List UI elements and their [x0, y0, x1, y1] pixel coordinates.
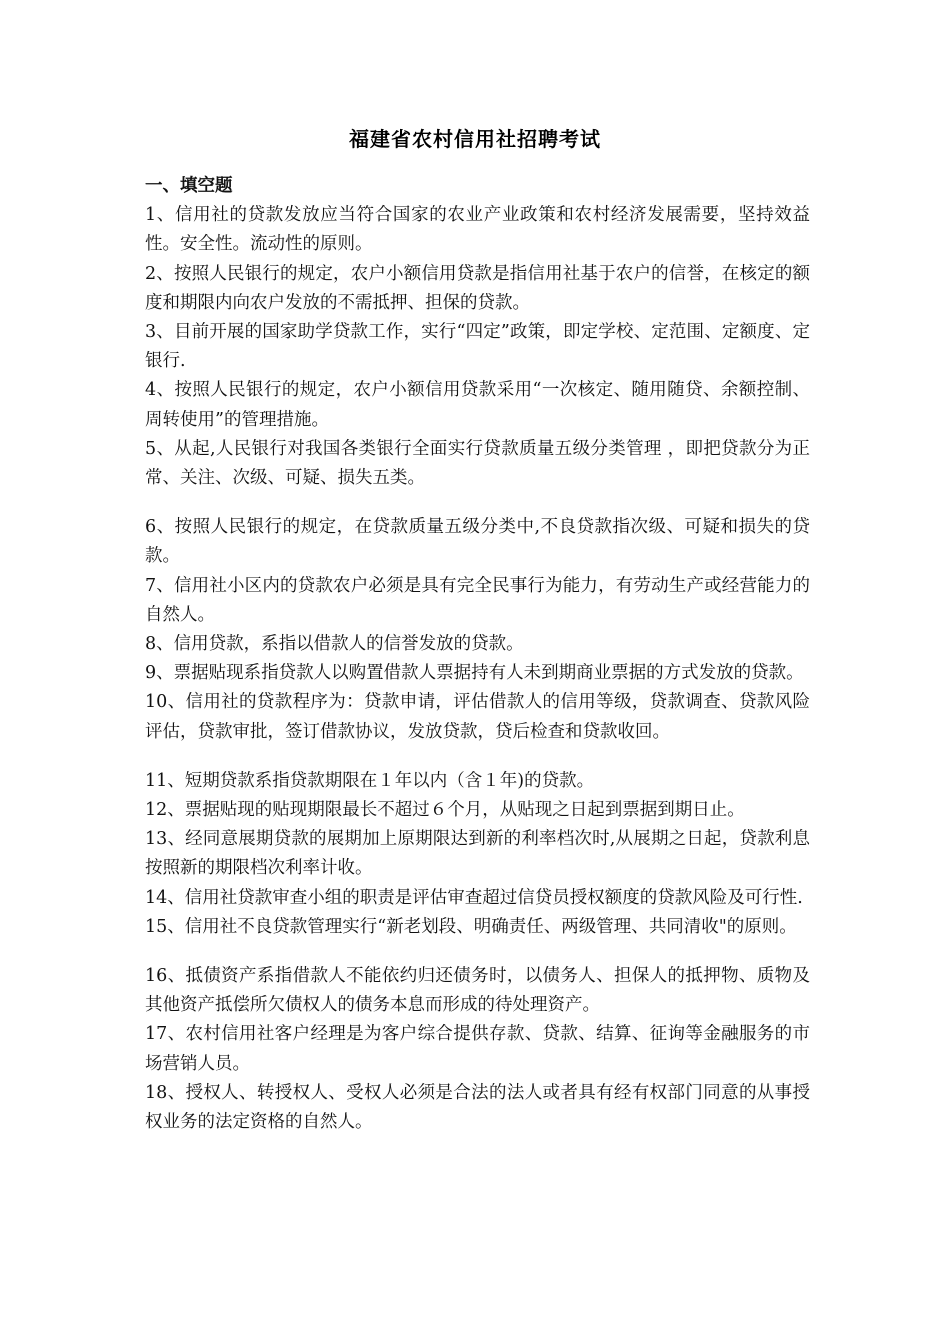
list-item: 5、从起,人民银行对我国各类银行全面实行贷款质量五级分类管理 ，即把贷款分为正常、关注、次级、可疑、损失五类。	[145, 438, 810, 489]
list-item: 3、目前开展的国家助学贷款工作，实行“四定”政策，即定学校、定范围、定额度、定银行.	[145, 322, 810, 372]
list-item: 4、按照人民银行的规定，农户小额信用贷款采用“一次核定、随用随贷、余额控制、周转使用”的管理措施。	[145, 380, 810, 430]
list-item: 6、按照人民银行的规定，在贷款质量五级分类中,不良贷款指次级、可疑和损失的贷款。	[145, 517, 810, 567]
list-item: 11、短期贷款系指贷款期限在１年以内（含１年)的贷款。	[145, 770, 595, 791]
list-item: 7、信用社小区内的贷款农户必须是具有完全民事行为能力，有劳动生产或经营能力的自然人。	[145, 575, 810, 625]
list-item: 13、经同意展期贷款的展期加上原期限达到新的利率档次时,从展期之日起，贷款利息按照新的期限档次利率计收。	[145, 829, 810, 879]
list-item: 10、信用社的贷款程序为：贷款申请，评估借款人的信用等级，贷款调查、贷款风险评估，贷款审批，签订借款协议，发放贷款，贷后检查和贷款收回。	[145, 692, 810, 742]
list-item: 18、授权人、转授权人、受权人必须是合法的法人或者具有经有权部门同意的从事授权业务的法定资格的自然人。	[145, 1082, 810, 1133]
list-item: 15、信用社不良贷款管理实行“新老划段、明确责任、两级管理、共同清收"的原则。	[145, 916, 797, 937]
document-title: 福建省农村信用社招聘考试	[349, 127, 601, 151]
list-item: 1、信用社的贷款发放应当符合国家的农业产业政策和农村经济发展需要，坚持效益性。安全性。流动性的原则。	[145, 205, 810, 255]
list-item: 8、信用贷款，系指以借款人的信誉发放的贷款。	[145, 634, 524, 655]
list-item: 9、票据贴现系指贷款人以购置借款人票据持有人未到期商业票据的方式发放的贷款。	[145, 663, 804, 684]
document-body	[145, 172, 810, 1137]
list-item: 17、农村信用社客户经理是为客户综合提供存款、贷款、结算、征询等金融服务的市场营销人员。	[145, 1024, 810, 1074]
list-item: 12、票据贴现的贴现期限最长不超过６个月，从贴现之日起到票据到期日止。	[145, 800, 745, 821]
section-heading: 一、填空题	[145, 176, 233, 196]
list-item: 2、按照人民银行的规定，农户小额信用贷款是指信用社基于农户的信誉，在核定的额度和期限内向农户发放的不需抵押、担保的贷款。	[145, 263, 810, 313]
list-item: 14、信用社贷款审查小组的职责是评估审查超过信贷员授权额度的贷款风险及可行性.	[145, 887, 803, 908]
list-item: 16、抵债资产系指借款人不能依约归还债务时，以债务人、担保人的抵押物、质物及其他资产抵偿所欠债权人的债务本息而形成的待处理资产。	[145, 966, 810, 1016]
